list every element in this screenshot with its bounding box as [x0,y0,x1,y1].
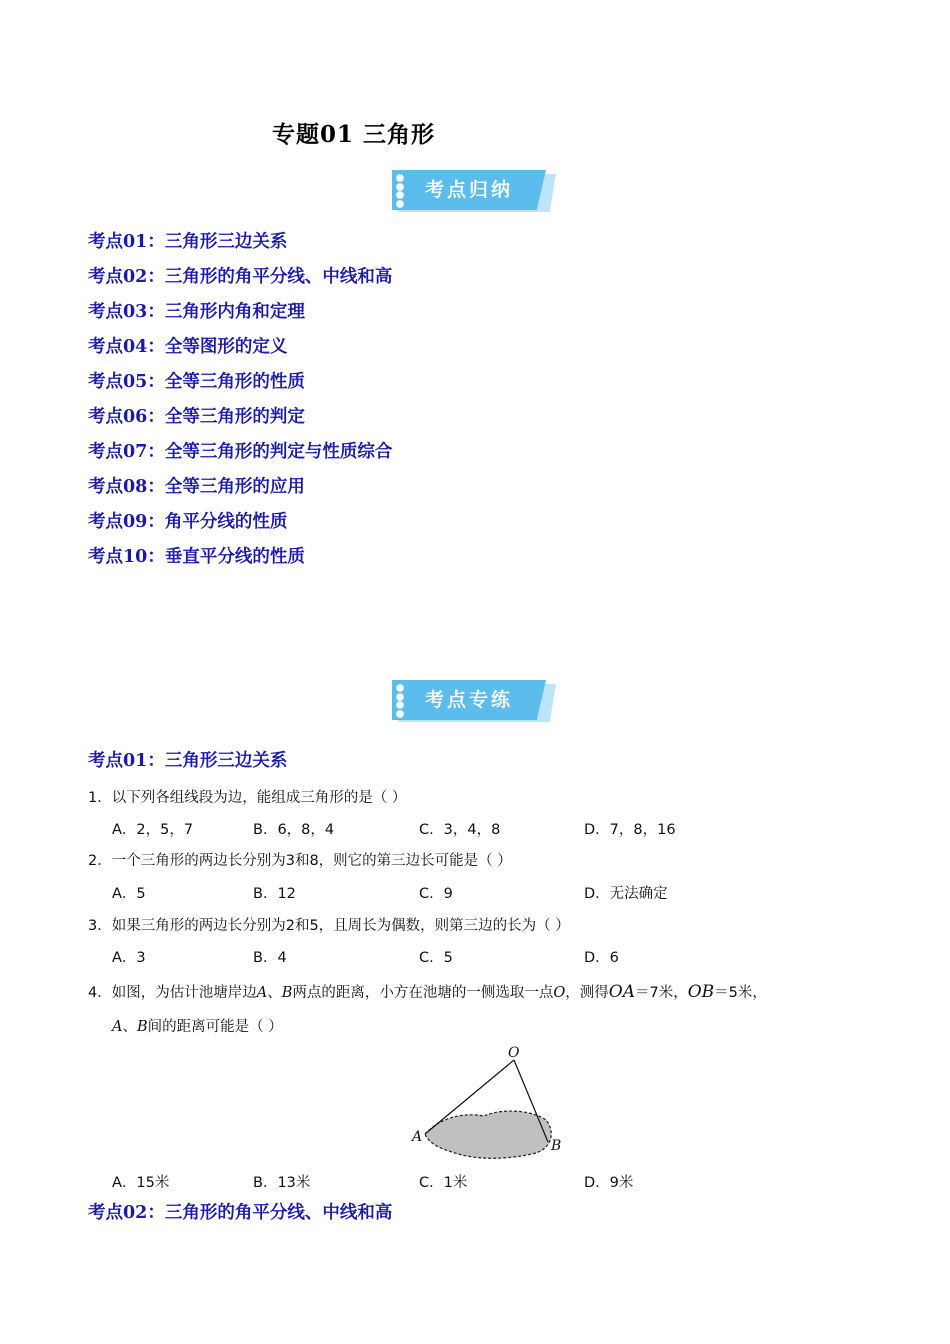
topic-list [88,228,392,578]
topic-item: 考点07：全等三角形的判定与性质综合 [88,442,393,462]
option-b: B．4 [253,950,287,966]
banner-practice-label: 考点专练 [424,689,513,711]
topic-item: 考点03：三角形内角和定理 [88,302,305,322]
topic-item: 考点09：角平分线的性质 [88,512,288,532]
banner-summary [392,170,560,216]
separator: 、 [122,1019,137,1035]
question-4-stem [88,981,888,1002]
option-b: B．6，8，4 [253,822,335,838]
segment-ob: OB [687,982,715,1002]
point-b: B [136,1019,148,1035]
equation-value: ＝5米， [714,985,767,1001]
option-c: C．3，4，8 [419,822,501,838]
option-d: D．9米 [584,1175,634,1191]
topic-item: 考点10：垂直平分线的性质 [88,547,305,567]
question-2-stem: 2．一个三角形的两边长分别为3和8，则它的第三边长可能是（ ） [88,853,512,869]
option-a: A．2，5，7 [112,822,194,838]
option-c: C．1米 [419,1175,468,1191]
topic-item: 考点01：三角形三边关系 [88,232,288,252]
label-b: B [551,1138,562,1154]
option-b: B．12 [253,886,296,902]
option-a: A．15米 [112,1175,170,1191]
page-title: 专题01 三角形 [272,121,436,148]
topic-item: 考点05：全等三角形的性质 [88,372,305,392]
point-a: A [112,1019,123,1035]
segment-oa: OA [608,982,635,1002]
question-3-stem: 3．如果三角形的两边长分别为2和5，且周长为偶数，则第三边的长为（ ） [88,918,570,934]
section-heading: 考点01：三角形三边关系 [88,751,288,771]
banner-practice [392,680,560,726]
question-1-stem: 1．以下列各组线段为边，能组成三角形的是（ ） [88,790,407,806]
stem-text: 4．如图，为估计池塘岸边 [88,985,257,1001]
separator: 、 [267,985,282,1001]
option-c: C．5 [419,950,453,966]
stem-text: 两点的距离，小方在池塘的一侧选取一点 [292,985,554,1001]
section-heading: 考点02：三角形的角平分线、中线和高 [88,1203,393,1223]
topic-item: 考点08：全等三角形的应用 [88,477,305,497]
topic-item: 考点06：全等三角形的判定 [88,407,305,427]
question-4-stem-line2 [112,1015,912,1036]
topic-item: 考点02：三角形的角平分线、中线和高 [88,267,393,287]
option-d: D．7，8，16 [584,822,676,838]
pond-figure [400,1040,580,1162]
option-b: B．13米 [253,1175,311,1191]
option-a: A．5 [112,886,146,902]
stem-text: 间的距离可能是（ ） [147,1019,283,1035]
point-o: O [553,985,566,1001]
point-b: B [281,985,293,1001]
point-a: A [256,985,268,1001]
option-a: A．3 [112,950,146,966]
label-o: O [508,1045,520,1061]
label-a: A [412,1129,423,1145]
equation-value: ＝7米， [634,985,688,1001]
option-d: D．无法确定 [584,886,668,902]
option-d: D．6 [584,950,619,966]
topic-item: 考点04：全等图形的定义 [88,337,288,357]
stem-text: ，测得 [565,985,609,1001]
option-c: C．9 [419,886,453,902]
banner-summary-label: 考点归纳 [424,179,513,201]
